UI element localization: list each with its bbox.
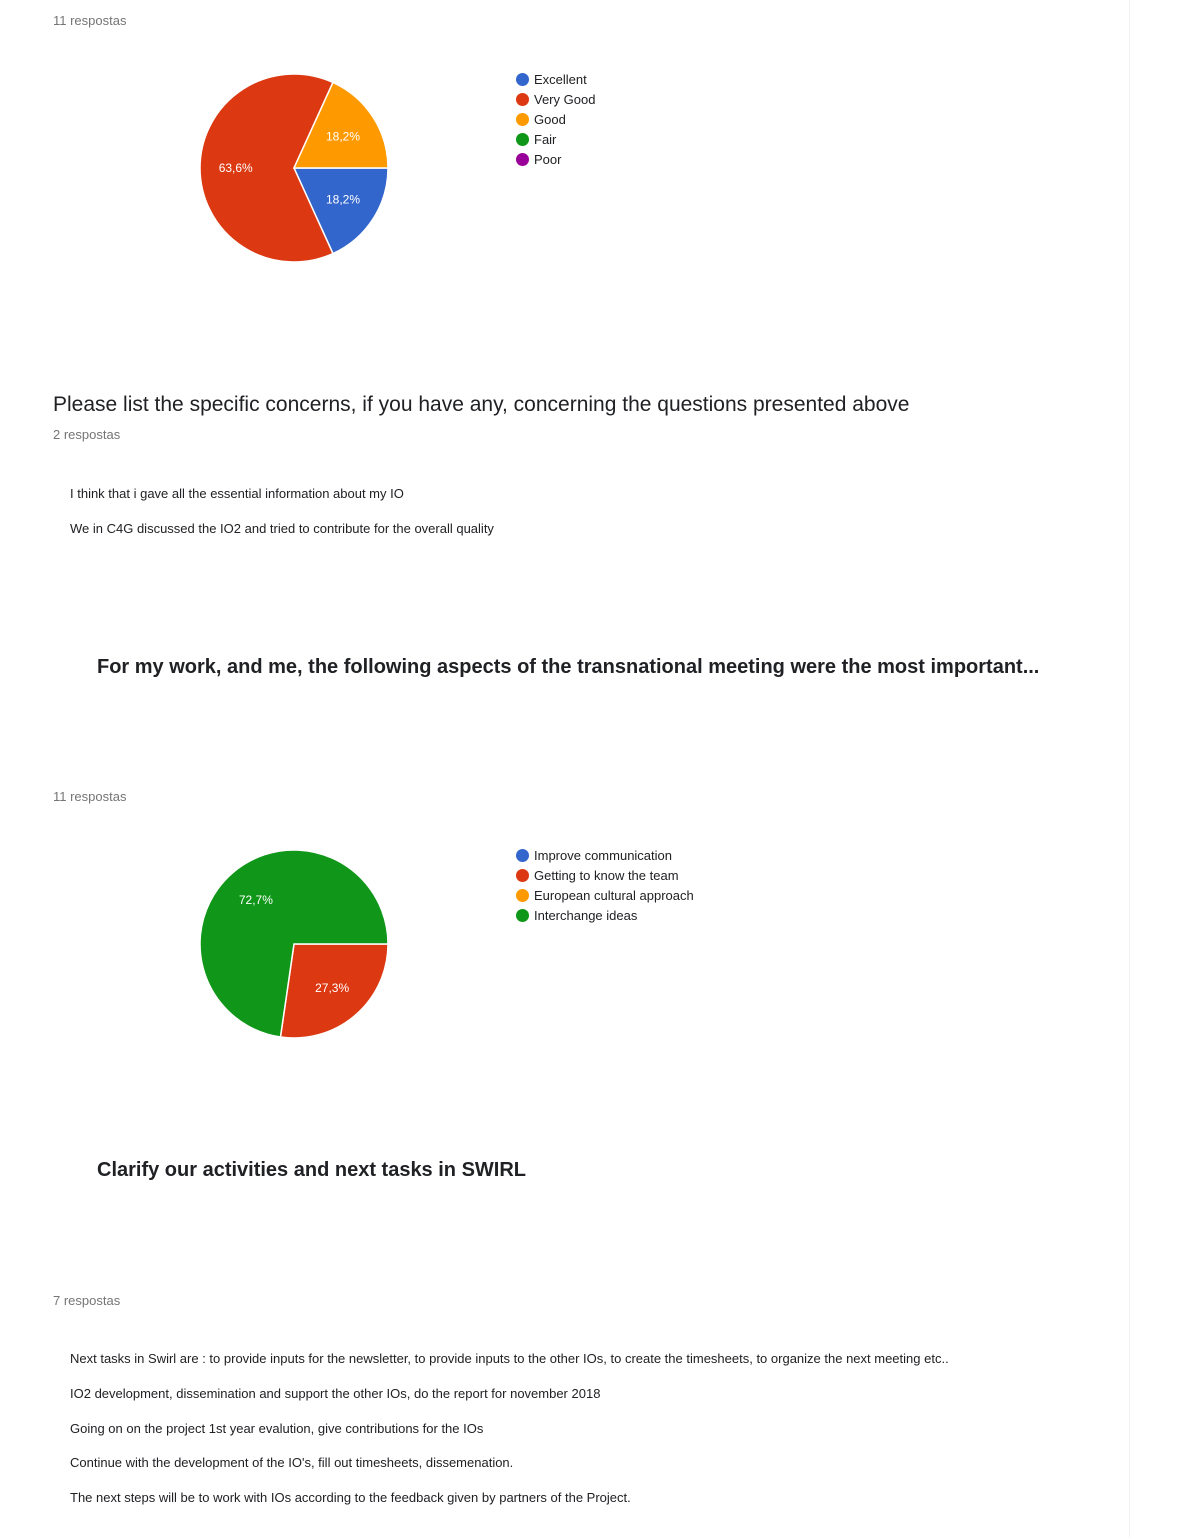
legend-rating xyxy=(516,69,595,169)
aspects-legend-label: Interchange ideas xyxy=(534,907,638,923)
response-text: Next tasks in Swirl are : to provide inputs for the newsletter, to provide inputs to the other IOs, to create the timesheets, to organize the next meeting etc.. xyxy=(70,1351,949,1366)
page-right-border xyxy=(1129,0,1130,1537)
rating-legend-item xyxy=(516,129,595,149)
legend-dot-icon xyxy=(516,93,529,106)
response-text: IO2 development, dissemination and support the other IOs, do the report for november 2018 xyxy=(70,1386,601,1401)
response-text: I think that i gave all the essential information about my IO xyxy=(70,486,404,501)
rating-legend-item xyxy=(516,69,595,89)
rating-slice-label: 18,2% xyxy=(325,129,361,144)
response-text: We in C4G discussed the IO2 and tried to contribute for the overall quality xyxy=(70,521,494,536)
legend-dot-icon xyxy=(516,153,529,166)
aspects-legend-label: Getting to know the team xyxy=(534,867,679,883)
rating-legend-item xyxy=(516,89,595,109)
question-title-concerns: Please list the specific concerns, if you have any, concerning the questions presented above xyxy=(53,393,910,416)
aspects-legend-item xyxy=(516,885,694,905)
rating-legend-item xyxy=(516,149,595,169)
rating-legend-label: Fair xyxy=(534,131,557,147)
aspects-slice-label: 72,7% xyxy=(238,892,273,907)
legend-dot-icon xyxy=(516,849,529,862)
rating-slice-label: 63,6% xyxy=(218,161,253,175)
legend-dot-icon xyxy=(516,113,529,126)
response-count-2: 2 respostas xyxy=(53,427,121,442)
rating-legend-label: Excellent xyxy=(534,71,587,87)
rating-legend-label: Very Good xyxy=(534,91,596,107)
legend-dot-icon xyxy=(516,909,529,922)
rating-legend-item xyxy=(516,109,595,129)
response-count-4: 7 respostas xyxy=(53,1293,121,1308)
aspects-legend-label: European cultural approach xyxy=(534,887,694,903)
aspects-legend-label: Improve communication xyxy=(534,847,672,863)
legend-aspects xyxy=(516,845,694,925)
response-text: Going on on the project 1st year evalution, give contributions for the IOs xyxy=(70,1421,484,1436)
question-title-next-tasks: Clarify our activities and next tasks in SWIRL xyxy=(97,1159,527,1181)
rating-slice-label: 18,2% xyxy=(325,192,361,207)
response-count-1: 11 respostas xyxy=(53,13,127,28)
legend-dot-icon xyxy=(516,73,529,86)
rating-legend-label: Poor xyxy=(534,151,562,167)
pie-chart-rating xyxy=(194,68,394,268)
aspects-legend-item xyxy=(516,865,694,885)
response-text: The next steps will be to work with IOs according to the feedback given by partners of the Project. xyxy=(70,1490,631,1505)
response-count-3: 11 respostas xyxy=(53,789,127,804)
aspects-slice-label: 27,3% xyxy=(315,981,350,996)
rating-legend-label: Good xyxy=(534,111,566,127)
aspects-legend-item xyxy=(516,845,694,865)
legend-dot-icon xyxy=(516,869,529,882)
pie-chart-aspects xyxy=(194,844,394,1044)
legend-dot-icon xyxy=(516,889,529,902)
aspects-legend-item xyxy=(516,905,694,925)
question-title-aspects: For my work, and me, the following aspects of the transnational meeting were the most important... xyxy=(97,656,1040,678)
legend-dot-icon xyxy=(516,133,529,146)
response-text: Continue with the development of the IO's, fill out timesheets, dissemenation. xyxy=(70,1455,514,1470)
